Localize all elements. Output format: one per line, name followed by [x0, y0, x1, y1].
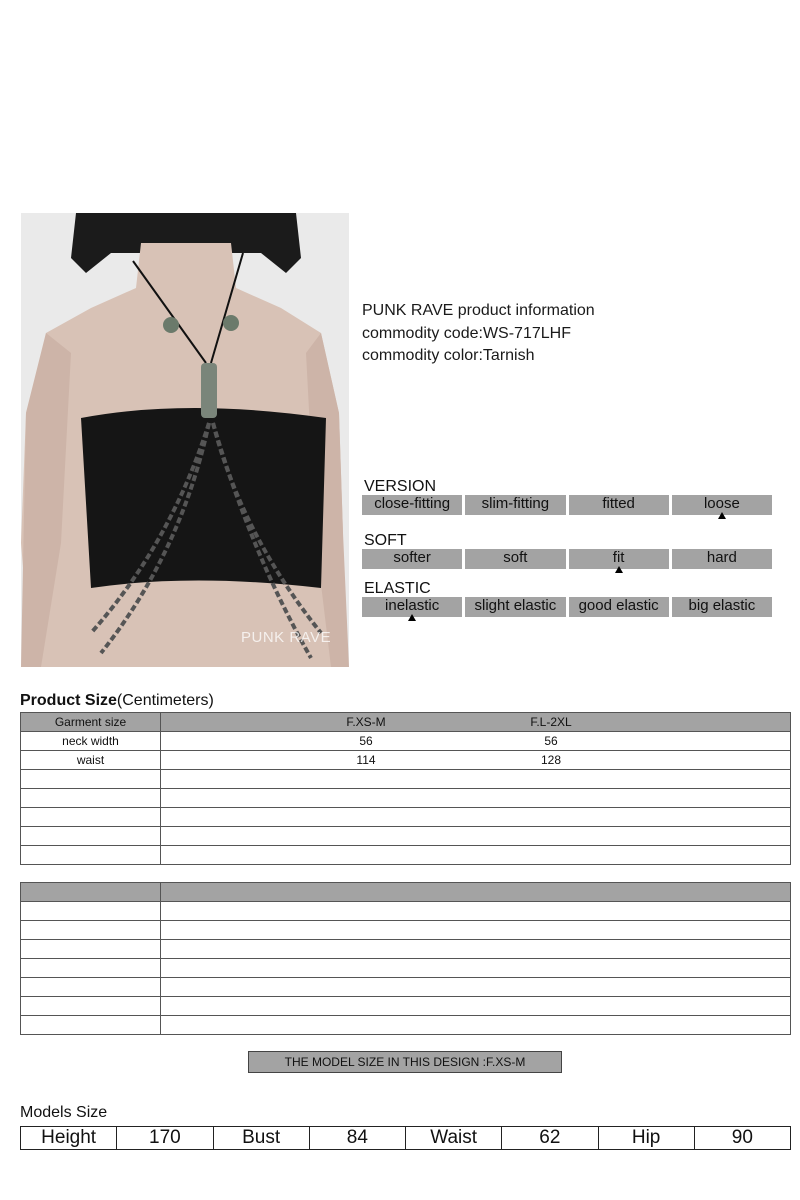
- bust-label: Bust: [213, 1127, 309, 1150]
- height-label: Height: [21, 1127, 117, 1150]
- row-label: neck width: [21, 732, 161, 751]
- table-row: [21, 732, 791, 751]
- size-columns: [161, 713, 791, 732]
- elastic-scale: [362, 597, 772, 617]
- cell-value: 128: [540, 753, 562, 767]
- commodity-code-row: [362, 323, 595, 346]
- hip-value: 90: [694, 1127, 790, 1150]
- version-option: [465, 495, 565, 515]
- table-row: [21, 846, 791, 865]
- models-size-table: [20, 1126, 791, 1150]
- option-label: good elastic: [578, 597, 659, 614]
- height-value: 170: [117, 1127, 213, 1150]
- waist-label: Waist: [406, 1127, 502, 1150]
- version-option: [672, 495, 772, 515]
- model-illustration: [21, 213, 349, 667]
- option-label: slim-fitting: [481, 495, 550, 512]
- watermark: PUNK RAVE: [241, 629, 332, 646]
- table-row: [21, 808, 791, 827]
- table-row: [21, 1016, 791, 1035]
- elastic-option: [465, 597, 565, 617]
- commodity-code-label: commodity code:: [362, 324, 483, 342]
- size-col-1: F.XS-M: [346, 715, 386, 729]
- hip-label: Hip: [598, 1127, 694, 1150]
- option-label: close-fitting: [374, 495, 451, 512]
- elastic-option: [362, 597, 462, 617]
- table-row: [21, 997, 791, 1016]
- table-row: [21, 827, 791, 846]
- table-row: [21, 789, 791, 808]
- cell-value: 56: [359, 734, 373, 748]
- row-label: waist: [21, 751, 161, 770]
- row-values: [161, 732, 791, 751]
- table-header-row: [21, 883, 791, 902]
- commodity-color-value: Tarnish: [482, 347, 535, 364]
- table-header-row: [21, 713, 791, 732]
- table-row: [21, 959, 791, 978]
- bust-value: 84: [309, 1127, 405, 1150]
- table-row: [21, 770, 791, 789]
- option-label: hard: [706, 549, 737, 566]
- info-title: PUNK RAVE product information: [362, 302, 595, 319]
- elastic-option: [569, 597, 669, 617]
- option-label: softer: [393, 549, 431, 566]
- selected-marker-icon: [408, 614, 416, 621]
- table-row: [21, 921, 791, 940]
- waist-value: 62: [502, 1127, 598, 1150]
- option-label: big elastic: [688, 597, 756, 614]
- elastic-option: [672, 597, 772, 617]
- commodity-code-value: WS-717LHF: [482, 324, 571, 342]
- empty-size-table: [20, 882, 791, 1035]
- size-col-2: F.L-2XL: [530, 715, 572, 729]
- garment-size-label: Garment size: [21, 713, 161, 732]
- option-label: fit: [612, 549, 625, 566]
- cell-value: 114: [356, 753, 376, 767]
- commodity-color-row: [362, 345, 595, 368]
- selected-marker-icon: [718, 512, 726, 519]
- product-photo: [21, 213, 349, 667]
- product-size-unit: (Centimeters): [116, 692, 214, 709]
- option-label: soft: [503, 549, 528, 566]
- product-size-title: [20, 692, 214, 710]
- table-row: [21, 1127, 791, 1150]
- table-row: [21, 940, 791, 959]
- table-row: [21, 978, 791, 997]
- soft-option: [362, 549, 462, 569]
- commodity-color-label: commodity color:: [362, 347, 483, 364]
- option-label: inelastic: [385, 597, 440, 614]
- soft-option: [672, 549, 772, 569]
- soft-scale: [362, 549, 772, 569]
- row-values: [161, 751, 791, 770]
- version-option: [569, 495, 669, 515]
- soft-option: [569, 549, 669, 569]
- product-info: [362, 300, 595, 368]
- version-scale: [362, 495, 772, 515]
- version-title: VERSION: [364, 478, 437, 495]
- cell-value: 56: [544, 734, 558, 748]
- elastic-title: ELASTIC: [364, 580, 431, 597]
- table-row: [21, 902, 791, 921]
- models-size-title: Models Size: [20, 1104, 108, 1121]
- soft-option: [465, 549, 565, 569]
- option-label: loose: [703, 495, 740, 512]
- soft-title: SOFT: [364, 532, 407, 549]
- size-table: [20, 712, 791, 865]
- option-label: slight elastic: [474, 597, 557, 614]
- selected-marker-icon: [615, 566, 623, 573]
- product-size-heading: Product Size: [20, 692, 117, 709]
- version-option: [362, 495, 462, 515]
- model-size-banner: THE MODEL SIZE IN THIS DESIGN :F.XS-M: [248, 1051, 562, 1073]
- table-row: [21, 751, 791, 770]
- option-label: fitted: [602, 495, 635, 512]
